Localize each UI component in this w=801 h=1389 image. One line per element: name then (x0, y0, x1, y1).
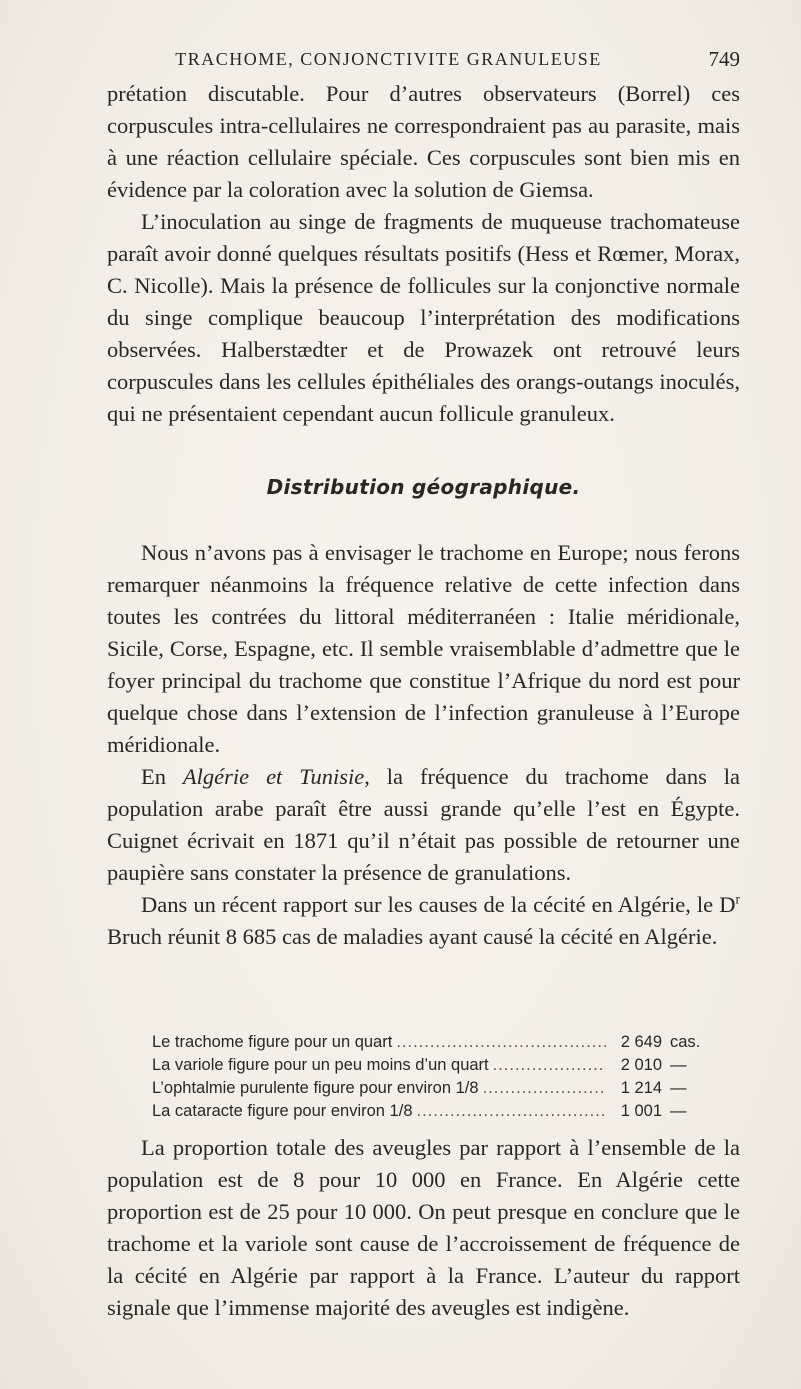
dot-leader (396, 1031, 606, 1054)
stat-unit: — (670, 1102, 687, 1120)
section-heading: Distribution géographique. (266, 475, 581, 499)
statistics-list (152, 1031, 712, 1123)
stat-count: 1 001 (620, 1102, 662, 1120)
stat-label: L’ophtalmie purulente figure pour environ 1/8 (152, 1079, 479, 1097)
stat-row-trachome (152, 1031, 712, 1054)
stat-label: La variole figure pour un peu moins d’un quart (152, 1056, 489, 1074)
text-block-distribution (107, 537, 740, 953)
paragraph-inoculation: L’inoculation au singe de fragments de muqueuse trachomateuse paraît avoir donné quelques résultats positifs (Hess et Rœmer, Morax, C. Nicolle). Mais la présence de follicules sur la conjonctive normale du singe complique beaucoup l’interprétation des modifications observées. Halberstædter et de Prowazek ont retrouvé leurs corpuscules dans les cellules épithéliales des orangs-outangs inoculés, qui ne présentaient cependant aucun follicule granuleux. (107, 209, 740, 426)
stat-row-ophtalmie (152, 1077, 712, 1100)
stat-unit: — (670, 1056, 687, 1074)
algeria-rest: , la fréquence du trachome dans la population arabe paraît être aussi grande qu’elle l’est en Égypte. Cuignet écrivait en 1871 qu’il n’était pas possible de retourner une paupière sans constater la présence de granulations. (107, 764, 740, 885)
stat-label: Le trachome figure pour un quart (152, 1033, 393, 1051)
stat-count: 2 010 (620, 1056, 662, 1074)
dot-leader (493, 1054, 606, 1077)
page-header (107, 46, 740, 72)
paragraph-bruch-report (107, 889, 740, 953)
text-block-top (107, 78, 740, 430)
stat-row-cataracte (152, 1100, 712, 1123)
paragraph-europe: Nous n’avons pas à envisager le trachome en Europe; nous ferons remarquer néanmoins la fréquence relative de cette infection dans toutes les contrées du littoral méditerranéen : Italie méridionale, Sicile, Corse, Espagne, etc. Il semble vraisemblable d’admettre que le foyer principal du trachome que constitue l’Afrique du nord est pour quelque chose dans l’extension de l’infection granuleuse à l’Europe méridionale. (107, 540, 740, 757)
running-title: TRACHOME, CONJONCTIVITE GRANULEUSE (175, 49, 602, 69)
stat-unit: — (670, 1079, 687, 1097)
paragraph-algeria-tunisia (107, 761, 740, 889)
place-algeria: Algérie (182, 764, 250, 789)
text-block-final (107, 1132, 740, 1324)
place-tunisia: Tunisie (299, 764, 365, 789)
paragraph-continuation: prétation discutable. Pour d’autres observateurs (Borrel) ces corpuscules intra-cellulaires ne correspondraient pas au parasite, mais à une réaction cellulaire spéciale. Ces corpuscules sont bien mis en évidence par la coloration avec la solution de Giemsa. (107, 81, 740, 202)
stat-count: 1 214 (620, 1079, 662, 1097)
bruch-before: Dans un récent rapport sur les causes de la cécité en Algérie, le D (141, 892, 736, 917)
stat-unit: cas. (670, 1033, 701, 1051)
dot-leader (417, 1100, 607, 1123)
stat-count: 2 649 (620, 1033, 662, 1051)
paragraph-proportion: La proportion totale des aveugles par rapport à l’ensemble de la population est de 8 pour 10 000 en France. En Algérie cette proportion est de 25 pour 10 000. On peut presque en conclure que le trachome et la variole sont cause de l’accroissement de fréquence de la cécité en Algérie par rapport à la France. L’auteur du rapport signale que l’immense majorité des aveugles est indigène. (107, 1135, 740, 1320)
stat-label: La cataracte figure pour environ 1/8 (152, 1102, 413, 1120)
bruch-superscript: r (735, 891, 740, 907)
page-number: 749 (708, 47, 740, 71)
dot-leader (483, 1077, 606, 1100)
place-conjunction: et (249, 764, 300, 789)
bruch-after: Bruch réunit 8 685 cas de maladies ayant causé la cécité en Algérie. (107, 924, 718, 949)
algeria-intro: En (141, 764, 183, 789)
stat-row-variole (152, 1054, 712, 1077)
